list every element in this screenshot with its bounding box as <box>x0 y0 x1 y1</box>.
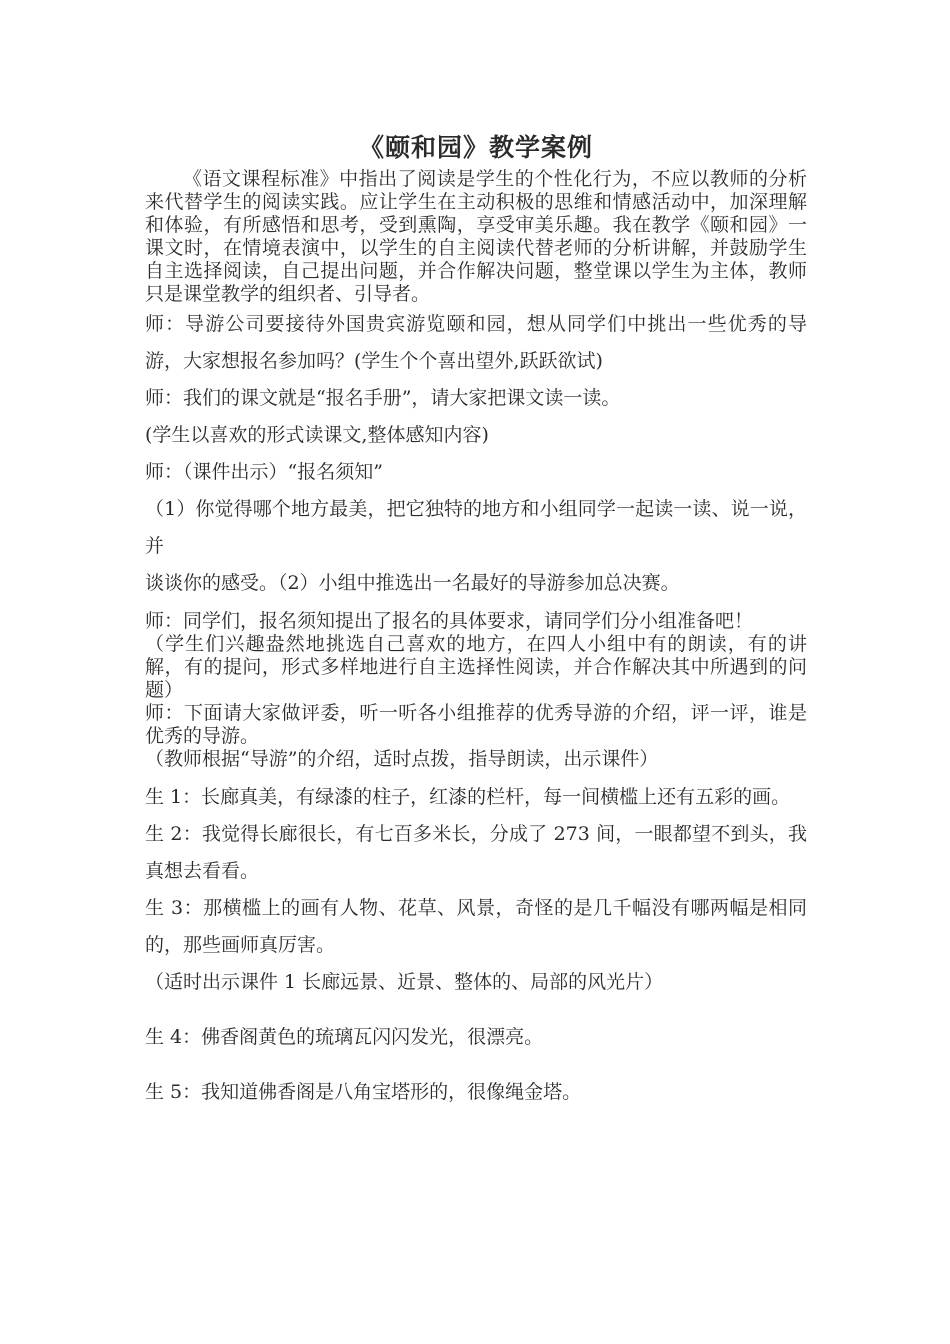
document-title: 《颐和园》教学案例 <box>358 133 593 162</box>
paragraph-11: 生 1：长廊真美，有绿漆的柱子，红漆的栏杆，每一间横槛上还有五彩的画。 <box>145 786 791 808</box>
paragraph-15: 生 4：佛香阁黄色的琉璃瓦闪闪发光，很漂亮。 <box>145 1026 544 1048</box>
paragraph-16: 生 5：我知道佛香阁是八角宝塔形的，很像绳金塔。 <box>145 1081 582 1103</box>
paragraph-7: 师：同学们，报名须知提出了报名的具体要求，请同学们分小组准备吧！ <box>145 610 754 632</box>
paragraph-14: （适时出示课件 1 长廊远景、近景、整体的、局部的风光片） <box>145 971 664 993</box>
paragraph-8: （学生们兴趣盎然地挑选自己喜欢的地方，在四人小组中有的朗读，有的讲解，有的提问，形式多样地进行自主选择性阅读，并合作解决其中所遇到的问题） <box>145 633 807 701</box>
paragraph-9: 师：下面请大家做评委，听一听各小组推荐的优秀导游的介绍，评一评，谁是优秀的导游。 <box>145 702 807 747</box>
paragraph-5: （1）你觉得哪个地方最美，把它独特的地方和小组同学一起读一读、说一说，并 <box>145 498 807 557</box>
paragraph-4: 师：（课件出示）“报名须知” <box>145 461 383 483</box>
paragraph-12: 生 2：我觉得长廊很长，有七百多米长，分成了 273 间，一眼都望不到头，我真想去看看。 <box>145 823 807 882</box>
document-page <box>145 130 807 1111</box>
paragraph-3: (学生以喜欢的形式读课文,整体感知内容) <box>145 424 489 446</box>
paragraph-2: 师：我们的课文就是“报名手册”，请大家把课文读一读。 <box>145 387 621 409</box>
paragraph-1: 师：导游公司要接待外国贵宾游览颐和园，想从同学们中挑出一些优秀的导游，大家想报名参加吗？(学生个个喜出望外,跃跃欲试) <box>145 313 807 372</box>
paragraph-13: 生 3：那横槛上的画有人物、花草、风景，奇怪的是几千幅没有哪两幅是相同的，那些画师真厉害。 <box>145 897 807 956</box>
paragraph-6: 谈谈你的感受。（2）小组中推选出一名最好的导游参加总决赛。 <box>145 572 680 594</box>
intro-paragraph: 《语文课程标准》中指出了阅读是学生的个性化行为，不应以教师的分析来代替学生的阅读实践。应让学生在主动积极的思维和情感活动中，加深理解和体验，有所感悟和思考，受到熏陶，享受审美乐趣。我在教学《颐和园》一课文时，在情境表演中，以学生的自主阅读代替老师的分析讲解，并鼓励学生自主选择阅读，自己提出问题，并合作解决问题，整堂课以学生为主体，教师只是课堂教学的组织者、引导者。 <box>145 168 807 305</box>
paragraph-10: （教师根据“导游”的介绍，适时点拨，指导朗读，出示课件） <box>145 748 659 770</box>
